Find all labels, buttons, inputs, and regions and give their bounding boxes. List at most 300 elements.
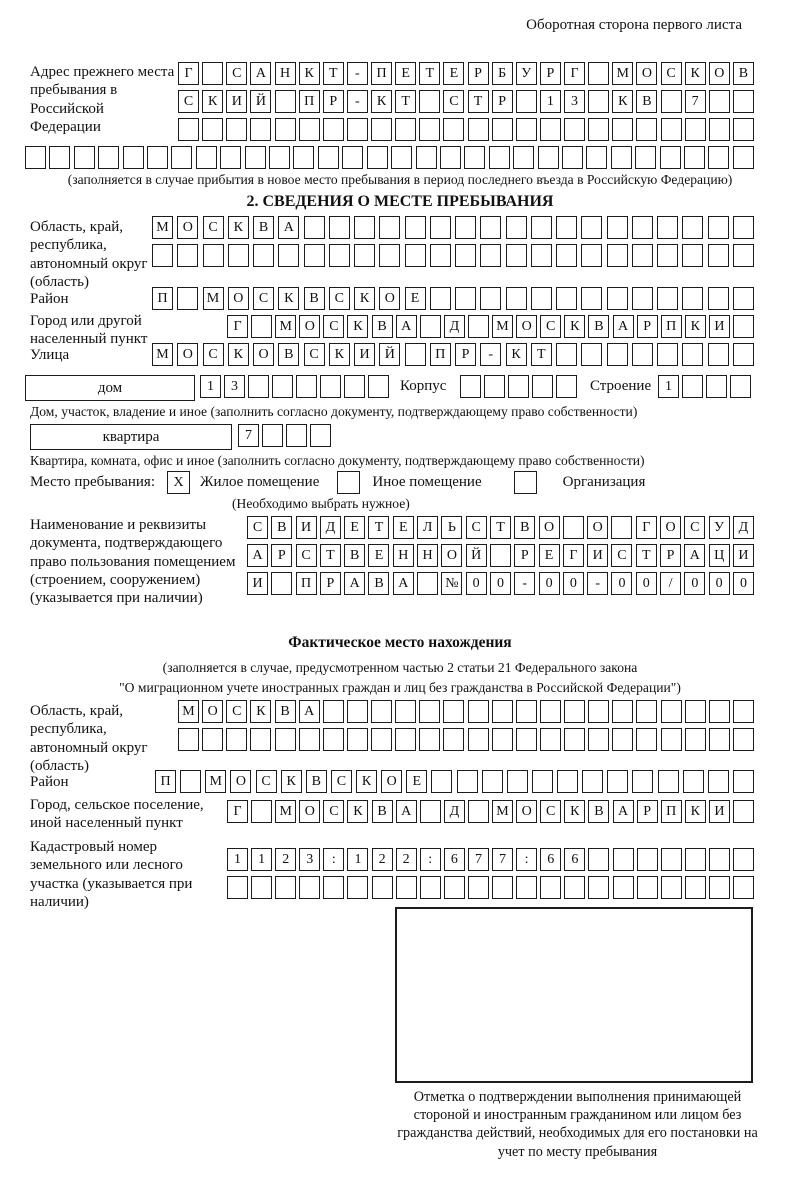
char-cell[interactable]: Р <box>637 800 658 823</box>
char-cell[interactable]: Н <box>417 544 438 567</box>
char-cell[interactable]: С <box>226 700 247 723</box>
char-cell[interactable]: Д <box>444 315 465 338</box>
char-cell[interactable] <box>293 146 314 169</box>
char-cell[interactable]: О <box>228 287 249 310</box>
char-cell[interactable] <box>443 700 464 723</box>
char-cell[interactable]: Т <box>531 343 552 366</box>
char-cell[interactable]: У <box>516 62 537 85</box>
char-cell[interactable] <box>709 90 730 113</box>
char-cell[interactable]: Р <box>540 62 561 85</box>
char-cell[interactable]: А <box>684 544 705 567</box>
char-cell[interactable] <box>98 146 119 169</box>
char-cell[interactable] <box>286 424 307 447</box>
char-cell[interactable]: Т <box>468 90 489 113</box>
char-cell[interactable]: И <box>587 544 608 567</box>
char-cell[interactable]: Р <box>492 90 513 113</box>
char-cell[interactable] <box>564 118 585 141</box>
char-cell[interactable]: С <box>256 770 277 793</box>
char-cell[interactable] <box>733 770 754 793</box>
char-cell[interactable]: 0 <box>490 572 511 595</box>
char-cell[interactable] <box>492 876 513 899</box>
char-cell[interactable] <box>368 375 389 398</box>
char-cell[interactable] <box>226 118 247 141</box>
char-cell[interactable] <box>25 146 46 169</box>
char-cell[interactable] <box>253 244 274 267</box>
char-cell[interactable]: 0 <box>466 572 487 595</box>
char-cell[interactable] <box>660 146 681 169</box>
char-cell[interactable]: С <box>226 62 247 85</box>
char-cell[interactable]: А <box>247 544 268 567</box>
char-cell[interactable] <box>251 800 272 823</box>
char-cell[interactable]: Г <box>227 315 248 338</box>
char-cell[interactable] <box>323 700 344 723</box>
char-cell[interactable]: 6 <box>564 848 585 871</box>
char-cell[interactable] <box>482 770 503 793</box>
char-cell[interactable] <box>177 287 198 310</box>
char-cell[interactable]: О <box>636 62 657 85</box>
char-cell[interactable]: 2 <box>396 848 417 871</box>
char-cell[interactable]: А <box>396 315 417 338</box>
char-cell[interactable]: 1 <box>251 848 272 871</box>
char-cell[interactable] <box>564 876 585 899</box>
char-cell[interactable]: О <box>230 770 251 793</box>
char-cell[interactable]: В <box>344 544 365 567</box>
char-cell[interactable] <box>632 343 653 366</box>
char-cell[interactable]: Е <box>395 62 416 85</box>
char-cell[interactable] <box>379 244 400 267</box>
char-cell[interactable] <box>329 216 350 239</box>
char-cell[interactable] <box>685 848 706 871</box>
char-cell[interactable] <box>658 770 679 793</box>
char-cell[interactable] <box>637 848 658 871</box>
char-cell[interactable] <box>271 572 292 595</box>
char-cell[interactable] <box>262 424 283 447</box>
char-cell[interactable]: К <box>250 700 271 723</box>
char-cell[interactable] <box>250 118 271 141</box>
char-cell[interactable] <box>611 516 632 539</box>
char-cell[interactable]: Н <box>275 62 296 85</box>
char-cell[interactable]: Г <box>227 800 248 823</box>
char-cell[interactable]: О <box>660 516 681 539</box>
char-cell[interactable]: А <box>613 800 634 823</box>
char-cell[interactable]: В <box>306 770 327 793</box>
char-cell[interactable] <box>682 287 703 310</box>
char-cell[interactable] <box>152 244 173 267</box>
char-cell[interactable]: И <box>247 572 268 595</box>
char-cell[interactable]: О <box>709 62 730 85</box>
char-cell[interactable] <box>508 375 529 398</box>
char-cell[interactable]: Е <box>393 516 414 539</box>
char-cell[interactable] <box>320 375 341 398</box>
char-cell[interactable] <box>556 244 577 267</box>
char-cell[interactable]: Д <box>320 516 341 539</box>
char-cell[interactable] <box>733 118 754 141</box>
char-cell[interactable] <box>733 315 754 338</box>
char-cell[interactable]: М <box>275 800 296 823</box>
char-cell[interactable] <box>586 146 607 169</box>
char-cell[interactable] <box>299 728 320 751</box>
char-cell[interactable] <box>395 700 416 723</box>
char-cell[interactable] <box>395 728 416 751</box>
char-cell[interactable] <box>171 146 192 169</box>
char-cell[interactable]: 0 <box>636 572 657 595</box>
char-cell[interactable] <box>455 244 476 267</box>
char-cell[interactable]: С <box>611 544 632 567</box>
char-cell[interactable] <box>607 216 628 239</box>
char-cell[interactable] <box>430 216 451 239</box>
char-cell[interactable] <box>419 700 440 723</box>
char-cell[interactable] <box>607 287 628 310</box>
char-cell[interactable] <box>708 343 729 366</box>
char-cell[interactable] <box>202 728 223 751</box>
char-cell[interactable]: 3 <box>224 375 245 398</box>
char-cell[interactable]: В <box>733 62 754 85</box>
char-cell[interactable]: Й <box>379 343 400 366</box>
char-cell[interactable] <box>657 216 678 239</box>
char-cell[interactable] <box>661 700 682 723</box>
char-cell[interactable]: И <box>709 800 730 823</box>
char-cell[interactable] <box>682 244 703 267</box>
char-cell[interactable] <box>540 700 561 723</box>
char-cell[interactable] <box>581 216 602 239</box>
char-cell[interactable] <box>661 118 682 141</box>
char-cell[interactable] <box>706 375 727 398</box>
char-cell[interactable] <box>635 146 656 169</box>
char-cell[interactable]: В <box>271 516 292 539</box>
char-cell[interactable]: В <box>368 572 389 595</box>
char-cell[interactable] <box>272 375 293 398</box>
char-cell[interactable] <box>709 728 730 751</box>
char-cell[interactable] <box>636 728 657 751</box>
char-cell[interactable]: В <box>253 216 274 239</box>
char-cell[interactable]: М <box>203 287 224 310</box>
char-cell[interactable] <box>733 876 754 899</box>
char-cell[interactable]: С <box>684 516 705 539</box>
char-cell[interactable] <box>709 118 730 141</box>
char-cell[interactable] <box>468 118 489 141</box>
char-cell[interactable] <box>405 343 426 366</box>
char-cell[interactable] <box>443 118 464 141</box>
char-cell[interactable] <box>371 728 392 751</box>
char-cell[interactable]: 6 <box>444 848 465 871</box>
char-cell[interactable] <box>708 216 729 239</box>
char-cell[interactable] <box>492 728 513 751</box>
char-cell[interactable]: С <box>443 90 464 113</box>
char-cell[interactable] <box>733 90 754 113</box>
char-cell[interactable] <box>708 146 729 169</box>
char-cell[interactable]: Р <box>637 315 658 338</box>
char-cell[interactable] <box>531 244 552 267</box>
char-cell[interactable]: 1 <box>200 375 221 398</box>
char-cell[interactable]: Т <box>368 516 389 539</box>
char-cell[interactable]: М <box>612 62 633 85</box>
char-cell[interactable]: Е <box>443 62 464 85</box>
char-cell[interactable] <box>457 770 478 793</box>
char-cell[interactable] <box>492 118 513 141</box>
char-cell[interactable] <box>178 118 199 141</box>
char-cell[interactable]: 7 <box>685 90 706 113</box>
char-cell[interactable]: : <box>323 848 344 871</box>
char-cell[interactable]: К <box>228 343 249 366</box>
char-cell[interactable] <box>613 876 634 899</box>
char-cell[interactable] <box>682 343 703 366</box>
char-cell[interactable]: С <box>466 516 487 539</box>
char-cell[interactable]: 0 <box>539 572 560 595</box>
char-cell[interactable]: 0 <box>733 572 754 595</box>
char-cell[interactable] <box>354 216 375 239</box>
char-cell[interactable] <box>556 343 577 366</box>
char-cell[interactable] <box>708 770 729 793</box>
char-cell[interactable] <box>147 146 168 169</box>
char-cell[interactable]: К <box>564 800 585 823</box>
char-cell[interactable]: 7 <box>468 848 489 871</box>
char-cell[interactable] <box>582 770 603 793</box>
char-cell[interactable]: Р <box>514 544 535 567</box>
char-cell[interactable] <box>250 728 271 751</box>
char-cell[interactable]: М <box>492 315 513 338</box>
char-cell[interactable] <box>507 770 528 793</box>
char-cell[interactable] <box>275 876 296 899</box>
char-cell[interactable] <box>612 700 633 723</box>
char-cell[interactable] <box>636 700 657 723</box>
char-cell[interactable] <box>248 375 269 398</box>
char-cell[interactable] <box>661 90 682 113</box>
char-cell[interactable]: П <box>661 315 682 338</box>
char-cell[interactable]: С <box>323 315 344 338</box>
char-cell[interactable]: О <box>299 315 320 338</box>
char-cell[interactable]: Г <box>178 62 199 85</box>
char-cell[interactable] <box>506 287 527 310</box>
char-cell[interactable]: О <box>539 516 560 539</box>
char-cell[interactable]: Т <box>320 544 341 567</box>
char-cell[interactable] <box>440 146 461 169</box>
char-cell[interactable]: С <box>323 800 344 823</box>
char-cell[interactable] <box>489 146 510 169</box>
char-cell[interactable] <box>607 343 628 366</box>
char-cell[interactable]: 2 <box>275 848 296 871</box>
char-cell[interactable] <box>556 216 577 239</box>
char-cell[interactable] <box>455 216 476 239</box>
char-cell[interactable]: И <box>296 516 317 539</box>
char-cell[interactable]: К <box>202 90 223 113</box>
char-cell[interactable]: П <box>661 800 682 823</box>
char-cell[interactable] <box>685 876 706 899</box>
char-cell[interactable] <box>661 876 682 899</box>
char-cell[interactable]: П <box>430 343 451 366</box>
char-cell[interactable]: К <box>278 287 299 310</box>
char-cell[interactable] <box>581 287 602 310</box>
char-cell[interactable]: В <box>278 343 299 366</box>
char-cell[interactable] <box>733 287 754 310</box>
char-cell[interactable]: М <box>152 343 173 366</box>
char-cell[interactable] <box>395 118 416 141</box>
char-cell[interactable] <box>354 244 375 267</box>
char-cell[interactable] <box>562 146 583 169</box>
char-cell[interactable] <box>657 287 678 310</box>
char-cell[interactable] <box>304 216 325 239</box>
char-cell[interactable] <box>269 146 290 169</box>
char-cell[interactable] <box>468 876 489 899</box>
char-cell[interactable] <box>733 728 754 751</box>
char-cell[interactable]: № <box>441 572 462 595</box>
char-cell[interactable]: О <box>516 315 537 338</box>
char-cell[interactable]: М <box>492 800 513 823</box>
char-cell[interactable]: К <box>354 287 375 310</box>
char-cell[interactable] <box>367 146 388 169</box>
char-cell[interactable] <box>581 343 602 366</box>
char-cell[interactable] <box>683 770 704 793</box>
char-cell[interactable] <box>296 375 317 398</box>
char-cell[interactable] <box>420 315 441 338</box>
char-cell[interactable] <box>490 544 511 567</box>
char-cell[interactable] <box>607 770 628 793</box>
char-cell[interactable] <box>733 800 754 823</box>
char-cell[interactable]: Е <box>539 544 560 567</box>
char-cell[interactable] <box>563 516 584 539</box>
char-cell[interactable] <box>460 375 481 398</box>
char-cell[interactable]: К <box>564 315 585 338</box>
char-cell[interactable] <box>480 287 501 310</box>
char-cell[interactable] <box>347 876 368 899</box>
char-cell[interactable]: П <box>152 287 173 310</box>
char-cell[interactable] <box>588 62 609 85</box>
char-cell[interactable] <box>396 876 417 899</box>
char-cell[interactable] <box>431 770 452 793</box>
char-cell[interactable]: Р <box>323 90 344 113</box>
char-cell[interactable]: В <box>588 315 609 338</box>
char-cell[interactable] <box>318 146 339 169</box>
char-cell[interactable]: Р <box>468 62 489 85</box>
char-cell[interactable]: 0 <box>709 572 730 595</box>
char-cell[interactable] <box>227 876 248 899</box>
char-cell[interactable] <box>468 315 489 338</box>
char-cell[interactable] <box>299 118 320 141</box>
char-cell[interactable] <box>657 343 678 366</box>
char-cell[interactable] <box>226 728 247 751</box>
char-cell[interactable] <box>323 728 344 751</box>
char-cell[interactable] <box>468 700 489 723</box>
char-cell[interactable]: О <box>587 516 608 539</box>
char-cell[interactable] <box>588 728 609 751</box>
char-cell[interactable]: : <box>420 848 441 871</box>
stay-type-checkbox-other-premise[interactable] <box>337 471 360 494</box>
char-cell[interactable] <box>74 146 95 169</box>
char-cell[interactable] <box>685 118 706 141</box>
char-cell[interactable] <box>480 244 501 267</box>
char-cell[interactable] <box>464 146 485 169</box>
char-cell[interactable]: Г <box>563 544 584 567</box>
char-cell[interactable]: 2 <box>372 848 393 871</box>
char-cell[interactable]: Т <box>490 516 511 539</box>
char-cell[interactable] <box>516 700 537 723</box>
char-cell[interactable]: С <box>329 287 350 310</box>
char-cell[interactable] <box>611 146 632 169</box>
char-cell[interactable] <box>516 876 537 899</box>
char-cell[interactable]: / <box>660 572 681 595</box>
char-cell[interactable]: П <box>371 62 392 85</box>
char-cell[interactable] <box>588 876 609 899</box>
char-cell[interactable]: Л <box>417 516 438 539</box>
char-cell[interactable] <box>685 700 706 723</box>
char-cell[interactable] <box>682 216 703 239</box>
char-cell[interactable]: К <box>228 216 249 239</box>
char-cell[interactable]: 0 <box>563 572 584 595</box>
char-cell[interactable]: Р <box>271 544 292 567</box>
char-cell[interactable] <box>733 700 754 723</box>
char-cell[interactable] <box>444 876 465 899</box>
char-cell[interactable]: А <box>278 216 299 239</box>
char-cell[interactable] <box>178 728 199 751</box>
char-cell[interactable] <box>177 244 198 267</box>
char-cell[interactable]: С <box>304 343 325 366</box>
char-cell[interactable] <box>480 216 501 239</box>
char-cell[interactable]: В <box>588 800 609 823</box>
char-cell[interactable] <box>708 244 729 267</box>
char-cell[interactable]: С <box>178 90 199 113</box>
char-cell[interactable]: С <box>331 770 352 793</box>
char-cell[interactable] <box>540 728 561 751</box>
char-cell[interactable] <box>484 375 505 398</box>
char-cell[interactable]: - <box>347 90 368 113</box>
char-cell[interactable]: К <box>685 62 706 85</box>
char-cell[interactable] <box>342 146 363 169</box>
char-cell[interactable]: И <box>733 544 754 567</box>
char-cell[interactable] <box>506 244 527 267</box>
char-cell[interactable]: 7 <box>492 848 513 871</box>
char-cell[interactable] <box>228 244 249 267</box>
char-cell[interactable] <box>733 244 754 267</box>
char-cell[interactable]: Т <box>636 544 657 567</box>
char-cell[interactable] <box>405 244 426 267</box>
char-cell[interactable]: О <box>441 544 462 567</box>
char-cell[interactable] <box>531 216 552 239</box>
char-cell[interactable]: Е <box>344 516 365 539</box>
char-cell[interactable] <box>419 728 440 751</box>
char-cell[interactable]: 3 <box>564 90 585 113</box>
char-cell[interactable]: С <box>203 343 224 366</box>
char-cell[interactable] <box>612 728 633 751</box>
char-cell[interactable] <box>278 244 299 267</box>
char-cell[interactable]: Й <box>250 90 271 113</box>
char-cell[interactable] <box>251 876 272 899</box>
char-cell[interactable] <box>733 146 754 169</box>
char-cell[interactable]: А <box>299 700 320 723</box>
char-cell[interactable]: К <box>347 315 368 338</box>
char-cell[interactable] <box>419 118 440 141</box>
char-cell[interactable] <box>329 244 350 267</box>
char-cell[interactable]: К <box>329 343 350 366</box>
char-cell[interactable]: - <box>480 343 501 366</box>
char-cell[interactable]: С <box>253 287 274 310</box>
char-cell[interactable]: К <box>371 90 392 113</box>
char-cell[interactable]: С <box>540 315 561 338</box>
char-cell[interactable]: В <box>636 90 657 113</box>
char-cell[interactable] <box>632 287 653 310</box>
char-cell[interactable] <box>420 876 441 899</box>
char-cell[interactable] <box>347 118 368 141</box>
char-cell[interactable]: Е <box>406 770 427 793</box>
char-cell[interactable]: Т <box>323 62 344 85</box>
char-cell[interactable] <box>538 146 559 169</box>
char-cell[interactable] <box>632 770 653 793</box>
char-cell[interactable]: В <box>372 800 393 823</box>
char-cell[interactable]: О <box>381 770 402 793</box>
char-cell[interactable]: Д <box>733 516 754 539</box>
char-cell[interactable] <box>556 375 577 398</box>
char-cell[interactable]: А <box>344 572 365 595</box>
char-cell[interactable] <box>347 700 368 723</box>
char-cell[interactable] <box>443 728 464 751</box>
